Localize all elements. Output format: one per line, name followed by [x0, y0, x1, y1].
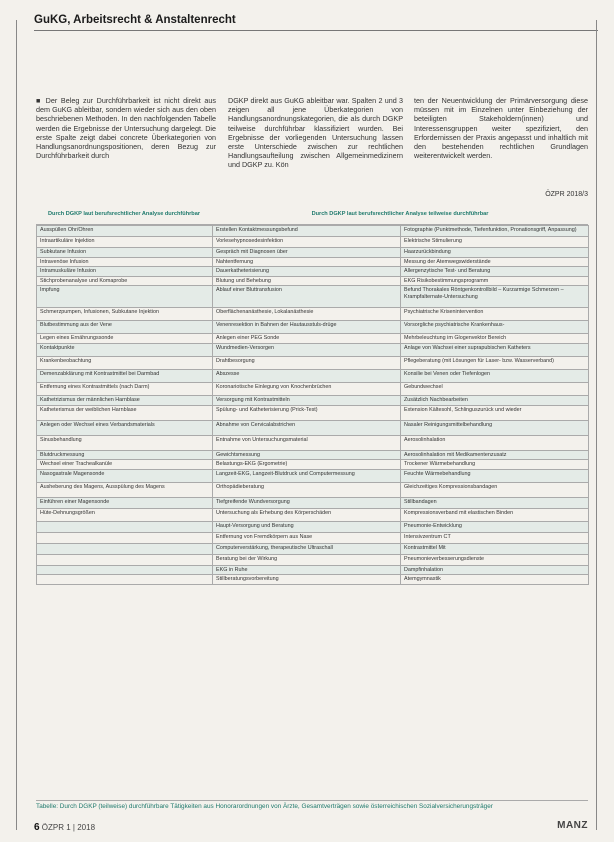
- table-cell: Fotographie (Punktmethode, Tiefenfunktion, Pronationsgriff, Anpassung): [401, 226, 589, 237]
- table-cell: Blutdruckmessung: [37, 450, 213, 460]
- table-row: [37, 382, 589, 395]
- footer-left: [34, 822, 95, 833]
- table-cell: Entnahme von Untersuchungsmaterial: [213, 435, 401, 450]
- table-cell: Versorgung mit Kontrastmitteln: [213, 395, 401, 405]
- table-cell: Pneumonie-Entwicklung: [401, 521, 589, 532]
- table-row: [37, 276, 589, 286]
- table-cell: Anlegen oder Wechsel eines Verbandsmaterials: [37, 420, 213, 435]
- table-cell: Anlage von Wachsei einer suprapubischen Katheters: [401, 343, 589, 356]
- table-cell: Venenresektion in Bahnen der Hautausstuls-drüge: [213, 321, 401, 334]
- table-cell: Haarzurückbindung: [401, 248, 589, 258]
- table-row: [37, 532, 589, 543]
- table-cell: [37, 521, 213, 532]
- table-cell: Intravenöse Infusion: [37, 257, 213, 267]
- table-row: [37, 405, 589, 420]
- table-row: [37, 543, 589, 554]
- table-row: [37, 450, 589, 460]
- publisher-logo: MANZ: [557, 820, 588, 831]
- table-cell: Einführen einer Magensonde: [37, 497, 213, 508]
- table-cell: Mehrbeleuchtung im Glogenvektor Bereich: [401, 334, 589, 344]
- table-cell: Pflegeberatung (mit Lösungen für Laser- bzw. Wasserverband): [401, 356, 589, 369]
- table-cell: EKG in Ruhe: [213, 565, 401, 575]
- table-cell: Abszesse: [213, 369, 401, 382]
- table-row: [37, 482, 589, 497]
- page-number: 6: [34, 822, 40, 833]
- table-cell: Blutbestimmung aus der Vene: [37, 321, 213, 334]
- table-cell: Ausspüllen Ohr/Ohren: [37, 226, 213, 237]
- table-cell: Nahtentfernung: [213, 257, 401, 267]
- table-row: [37, 237, 589, 248]
- table-cell: Belastungs-EKG (Ergometrie): [213, 460, 401, 470]
- table-row: [37, 469, 589, 482]
- table-cell: Drahtbesorgung: [213, 356, 401, 369]
- table-cell: Intramuskuläre Infusion: [37, 267, 213, 277]
- table-cell: Vorsorgliche psychiatrische Krankenhaus-: [401, 321, 589, 334]
- table-cell: Nasaler Reinigungsmittelbehandlung: [401, 420, 589, 435]
- table-row: [37, 497, 589, 508]
- table-cell: Sinusbehandlung: [37, 435, 213, 450]
- table-row: [37, 286, 589, 308]
- table-row: [37, 334, 589, 344]
- table-cell: Haupt-Versorgung und Beratung: [213, 521, 401, 532]
- table-cell: Extension Kältesohl, Schlinguszurück und wieder: [401, 405, 589, 420]
- table-cell: Psychiatrische Krisenintervention: [401, 308, 589, 321]
- table-cell: Legen eines Ernährungssonde: [37, 334, 213, 344]
- table-cell: Demenzabklärung mit Kontrastmittel bei Darmbad: [37, 369, 213, 382]
- table-cell: Oberflächenanästhesie, Lokalanästhesie: [213, 308, 401, 321]
- table-cell: Computerverstärkung, therapeutische Ultraschall: [213, 543, 401, 554]
- table-cell: [37, 543, 213, 554]
- table-cell: Blutung und Behebung: [213, 276, 401, 286]
- table-row: [37, 308, 589, 321]
- table-cell: Erstellen Kontaktmessungsbefund: [213, 226, 401, 237]
- table-cell: Anlegen einer PEG Sonde: [213, 334, 401, 344]
- table-cell: Impfung: [37, 286, 213, 308]
- table-cell: Stillbandagen: [401, 497, 589, 508]
- table-body: [36, 225, 589, 585]
- table-cell: Abnahme von Cervicalabstrichen: [213, 420, 401, 435]
- table-cell: Koronariotische Einlegung von Knochenbrüchen: [213, 382, 401, 395]
- table-row: [37, 460, 589, 470]
- body-column-1: ■ Der Beleg zur Durchführbarkeit ist nicht direkt aus dem GuKG ableitbar, sondern wieder sich aus den oben beschriebenen Methoden. In den nachfolgenden Tabelle werden die Ergebnisse der Untersuchung dargelegt. Die erste Spalte zeigt dabei concrete Überkategorien von Handlungsanordnungspositionen, deren Bezug zur Durchführbarkeit durch: [36, 96, 216, 161]
- table-row: [37, 356, 589, 369]
- table-cell: Messung der Atemwegswiderstände: [401, 257, 589, 267]
- table-cell: Kompressionsverband mit elastischen Binden: [401, 508, 589, 521]
- table-cell: Hüte-Dehnungsgrößen: [37, 508, 213, 521]
- table-cell: Feuchte Wärmebehandlung: [401, 469, 589, 482]
- table-cell: Beratung bei der Wirkung: [213, 554, 401, 565]
- page-header: GuKG, Arbeitsrecht & Anstaltenrecht: [34, 14, 236, 26]
- table-row: [37, 226, 589, 237]
- table-cell: Gespräch mit Diagnosen über: [213, 248, 401, 258]
- table-cell: Spülung- und Katheterisierung (Prick-Test): [213, 405, 401, 420]
- table-row: [37, 575, 589, 585]
- table-row: [37, 369, 589, 382]
- table-row: [37, 435, 589, 450]
- table-row: [37, 521, 589, 532]
- table-row: [37, 343, 589, 356]
- table-cell: Krankenbeobachtung: [37, 356, 213, 369]
- table-cell: Dauerkatheterisierung: [213, 267, 401, 277]
- table-cell: Langzeit-EKG, Langzeit-Blutdruck und Computermessung: [213, 469, 401, 482]
- table-row: [37, 508, 589, 521]
- table-cell: Schmerzpumpen, Infusionen, Subkutane Injektion: [37, 308, 213, 321]
- table-cell: Allergenzytische Test- und Beratung: [401, 267, 589, 277]
- table-cell: Aerosolinhalation: [401, 435, 589, 450]
- table-cell: Elektrische Stimulierung: [401, 237, 589, 248]
- table-cell: Kathetrizismus der männlichen Harnblase: [37, 395, 213, 405]
- table-row: [37, 267, 589, 277]
- table-cell: Subkutane Infusion: [37, 248, 213, 258]
- left-border: [16, 20, 17, 830]
- table-cell: Ablauf einer Bluttransfusion: [213, 286, 401, 308]
- journal-issue: ÖZPR 1 | 2018: [41, 823, 96, 832]
- table-row: [37, 554, 589, 565]
- table-cell: Tiefgreifende Wundversorgung: [213, 497, 401, 508]
- table-cell: Gebundwechsel: [401, 382, 589, 395]
- table-cell: Aerosolinhalation mit Medikamentenzusatz: [401, 450, 589, 460]
- table-cell: Kontaktpunkte: [37, 343, 213, 356]
- table-cell: Wundmedien-Versorgen: [213, 343, 401, 356]
- source-reference: ÖZPR 2018/3: [545, 191, 588, 198]
- table-cell: Wechsel einer Trachealkanüle: [37, 460, 213, 470]
- table-cell: Zusätzlich Nachbearbeiten: [401, 395, 589, 405]
- table-row: [37, 565, 589, 575]
- header-rule: [34, 30, 598, 31]
- table-cell: Befund Thorakales Röntgenkontrollbild – Kurzarmige Schmerzen – Krampfalternate-Untersuchung: [401, 286, 589, 308]
- table-cell: EKG Risikobestimmungsprogramm: [401, 276, 589, 286]
- table-cell: Gleichzeitiges Kompressionsbandagen: [401, 482, 589, 497]
- table-cell: [37, 554, 213, 565]
- table-row: [37, 395, 589, 405]
- table-row: [37, 257, 589, 267]
- table-cell: Pneumonieverbesserungsdienste: [401, 554, 589, 565]
- table-cell: Stillberatungsvorbereitung: [213, 575, 401, 585]
- table-cell: Entfernung eines Kontrastmittels (nach Darm): [37, 382, 213, 395]
- body-column-2: DGKP direkt aus GuKG ableitbar war. Spalten 2 und 3 zeigen all jene Überkategorien von Handlungsanordnungskategorien, die als durch DGKP teilweise durchführbar klassifiziert wurden. Bei Ergebnisse der vorliegenden Untersuchung lassen erste Unterschiede zwischen zur rechtlichen Handlungsaufteilung zwischen Allgemeinmedizinern und DGKP zu. Kön: [228, 96, 403, 170]
- table-cell: Untersuchung als Erhebung des Körperschäden: [213, 508, 401, 521]
- table-cell: Trockener Wärmebehandlung: [401, 460, 589, 470]
- table-header: [36, 205, 588, 225]
- table-cell: [37, 565, 213, 575]
- table-row: [37, 420, 589, 435]
- table-cell: Intraartikuläre Injektion: [37, 237, 213, 248]
- table-cell: Dampfinhalation: [401, 565, 589, 575]
- table-cell: Entfernung von Fremdkörpern aus Nase: [213, 532, 401, 543]
- table-cell: Stichprobenanalyse und Komaprobe: [37, 276, 213, 286]
- right-border: [596, 20, 597, 830]
- table-cell: Orthopädieberatung: [213, 482, 401, 497]
- table-header-col2: Durch DGKP laut berufsrechtlicher Analyse teilweise durchführbar: [212, 205, 588, 225]
- table-cell: Konsilie bei Venen oder Tiefenlogen: [401, 369, 589, 382]
- table-cell: Vorlesehypnosedesinfektion: [213, 237, 401, 248]
- table-cell: [37, 575, 213, 585]
- table-cell: Ausheberung des Magens, Ausspülung des Magens: [37, 482, 213, 497]
- body-column-3: ten der Neuentwicklung der Primärversorgung diese müssen mit im Einzelnen unter Einbeziehung der beteiligten Stakeholdern(innen) und Interessensgruppen weiter spezifiziert, den Erfordernissen der Praxis angepasst und inhaltlich mit den bestehenden rechtlichen Grundlagen weiterentwickelt werden.: [414, 96, 588, 161]
- activities-table: [36, 205, 588, 585]
- table-cell: Intensivzentrum CT: [401, 532, 589, 543]
- table-row: [37, 248, 589, 258]
- table-cell: Gewichtsmessung: [213, 450, 401, 460]
- table-cell: Kontrastmittel Mit: [401, 543, 589, 554]
- table-cell: Katheterismus der weiblichen Harnblase: [37, 405, 213, 420]
- table-cell: [37, 532, 213, 543]
- table-header-col1: Durch DGKP laut berufsrechtlicher Analyse durchführbar: [36, 205, 212, 225]
- table-cell: Nasogastrale Magensonde: [37, 469, 213, 482]
- table-cell: Atemgymnastik: [401, 575, 589, 585]
- table-row: [37, 321, 589, 334]
- table-caption: Tabelle: Durch DGKP (teilweise) durchführbare Tätigkeiten aus Honorarordnungen von Ärzte, Gesamtverträgen sowie österreichischen Sozialversicherungsträger: [36, 800, 588, 811]
